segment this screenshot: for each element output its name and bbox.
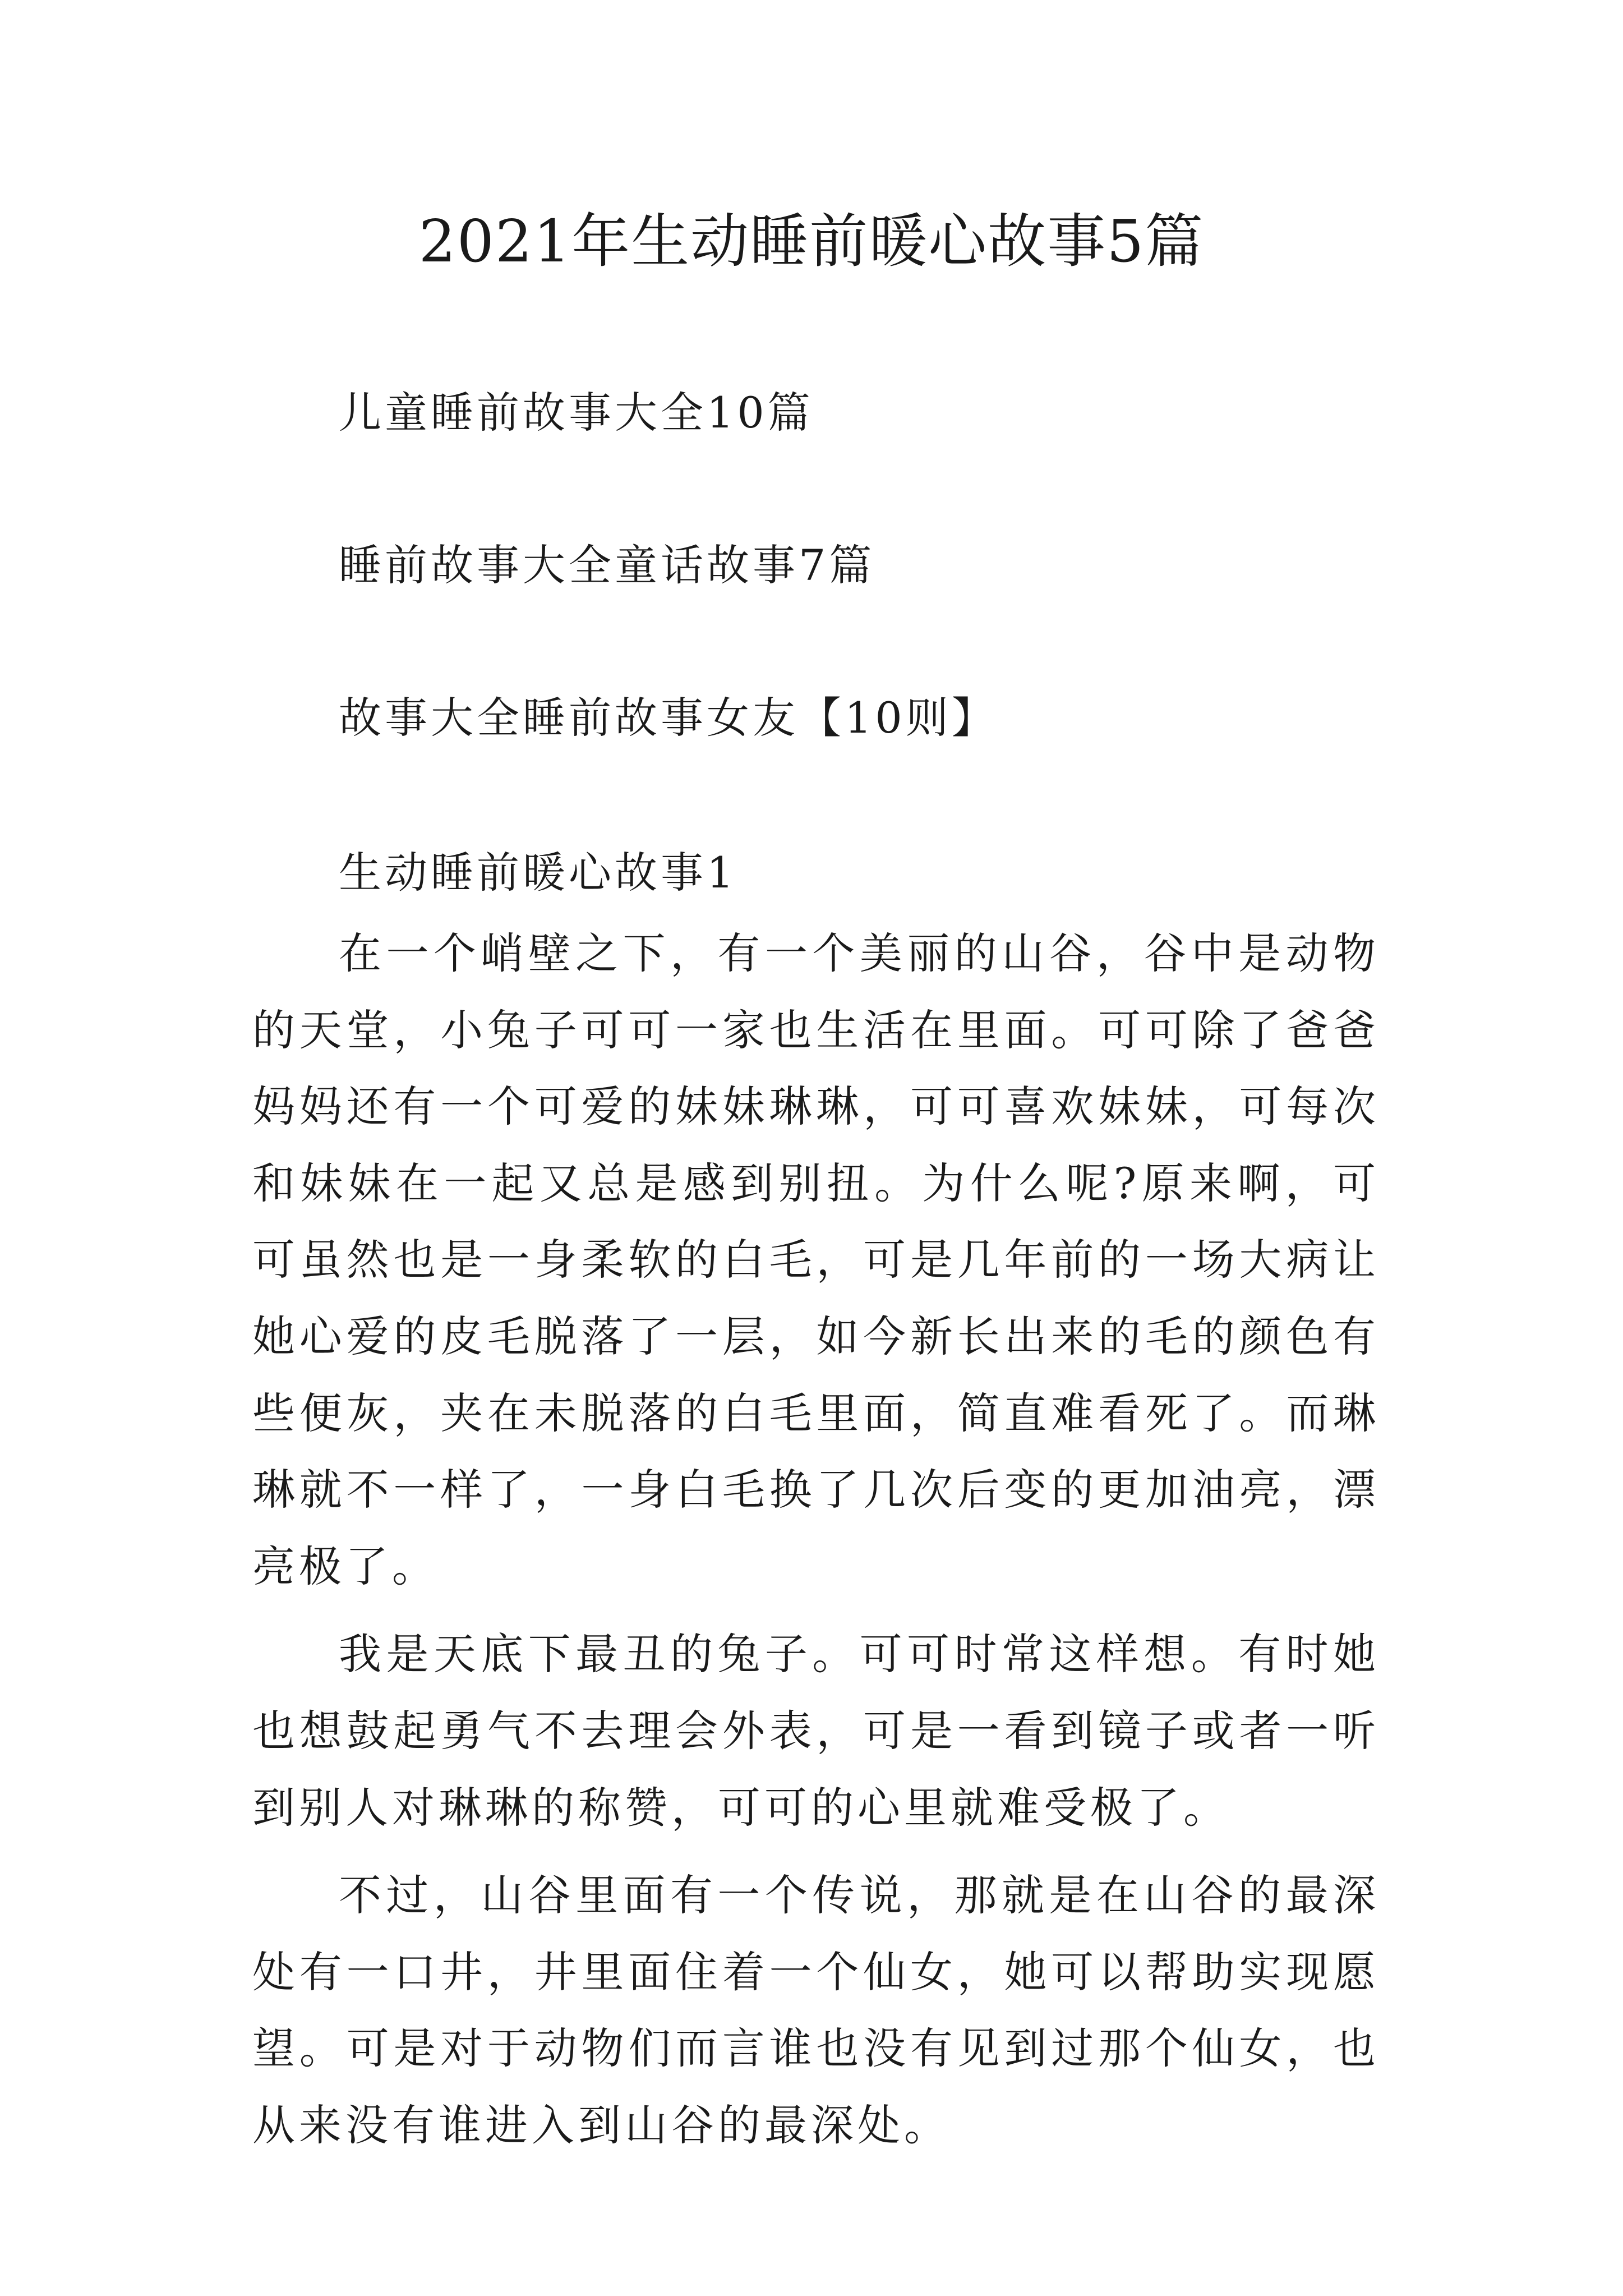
related-link[interactable]: 睡前故事大全童话故事7篇 <box>339 540 875 590</box>
story-heading: 生动睡前暖心故事1 <box>339 848 737 898</box>
document-title: 2021年生动睡前暖心故事5篇 <box>418 207 1205 275</box>
paragraph: 在一个峭壁之下，有一个美丽的山谷，谷中是动物的天堂，小兔子可可一家也生活在里面。可可除了爸爸妈妈还有一个可爱的妹妹琳琳，可可喜欢妹妹，可每次和妹妹在一起又总是感到别扭。为什么呢?原来啊，可可虽然也是一身柔软的白毛，可是几年前的一场大病让她心爱的皮毛脱落了一层，如今新长出来的毛的颜色有些便灰，夹在未脱落的白毛里面，简直难看死了。而琳琳就不一样了，一身白毛换了几次后变的更加油亮，漂亮极了。 <box>252 928 1380 1591</box>
paragraph: 我是天底下最丑的兔子。可可时常这样想。有时她也想鼓起勇气不去理会外表，可是一看到镜子或者一听到别人对琳琳的称赞，可可的心里就难受极了。 <box>252 1629 1380 1833</box>
related-link[interactable]: 儿童睡前故事大全10篇 <box>339 388 814 438</box>
paragraph: 不过，山谷里面有一个传说，那就是在山谷的最深处有一口井，井里面住着一个仙女，她可以帮助实现愿望。可是对于动物们而言谁也没有见到过那个仙女，也从来没有谁进入到山谷的最深处。 <box>252 1870 1380 2150</box>
related-link[interactable]: 故事大全睡前故事女友【10则】 <box>339 693 998 743</box>
story-body <box>252 915 1380 2175</box>
